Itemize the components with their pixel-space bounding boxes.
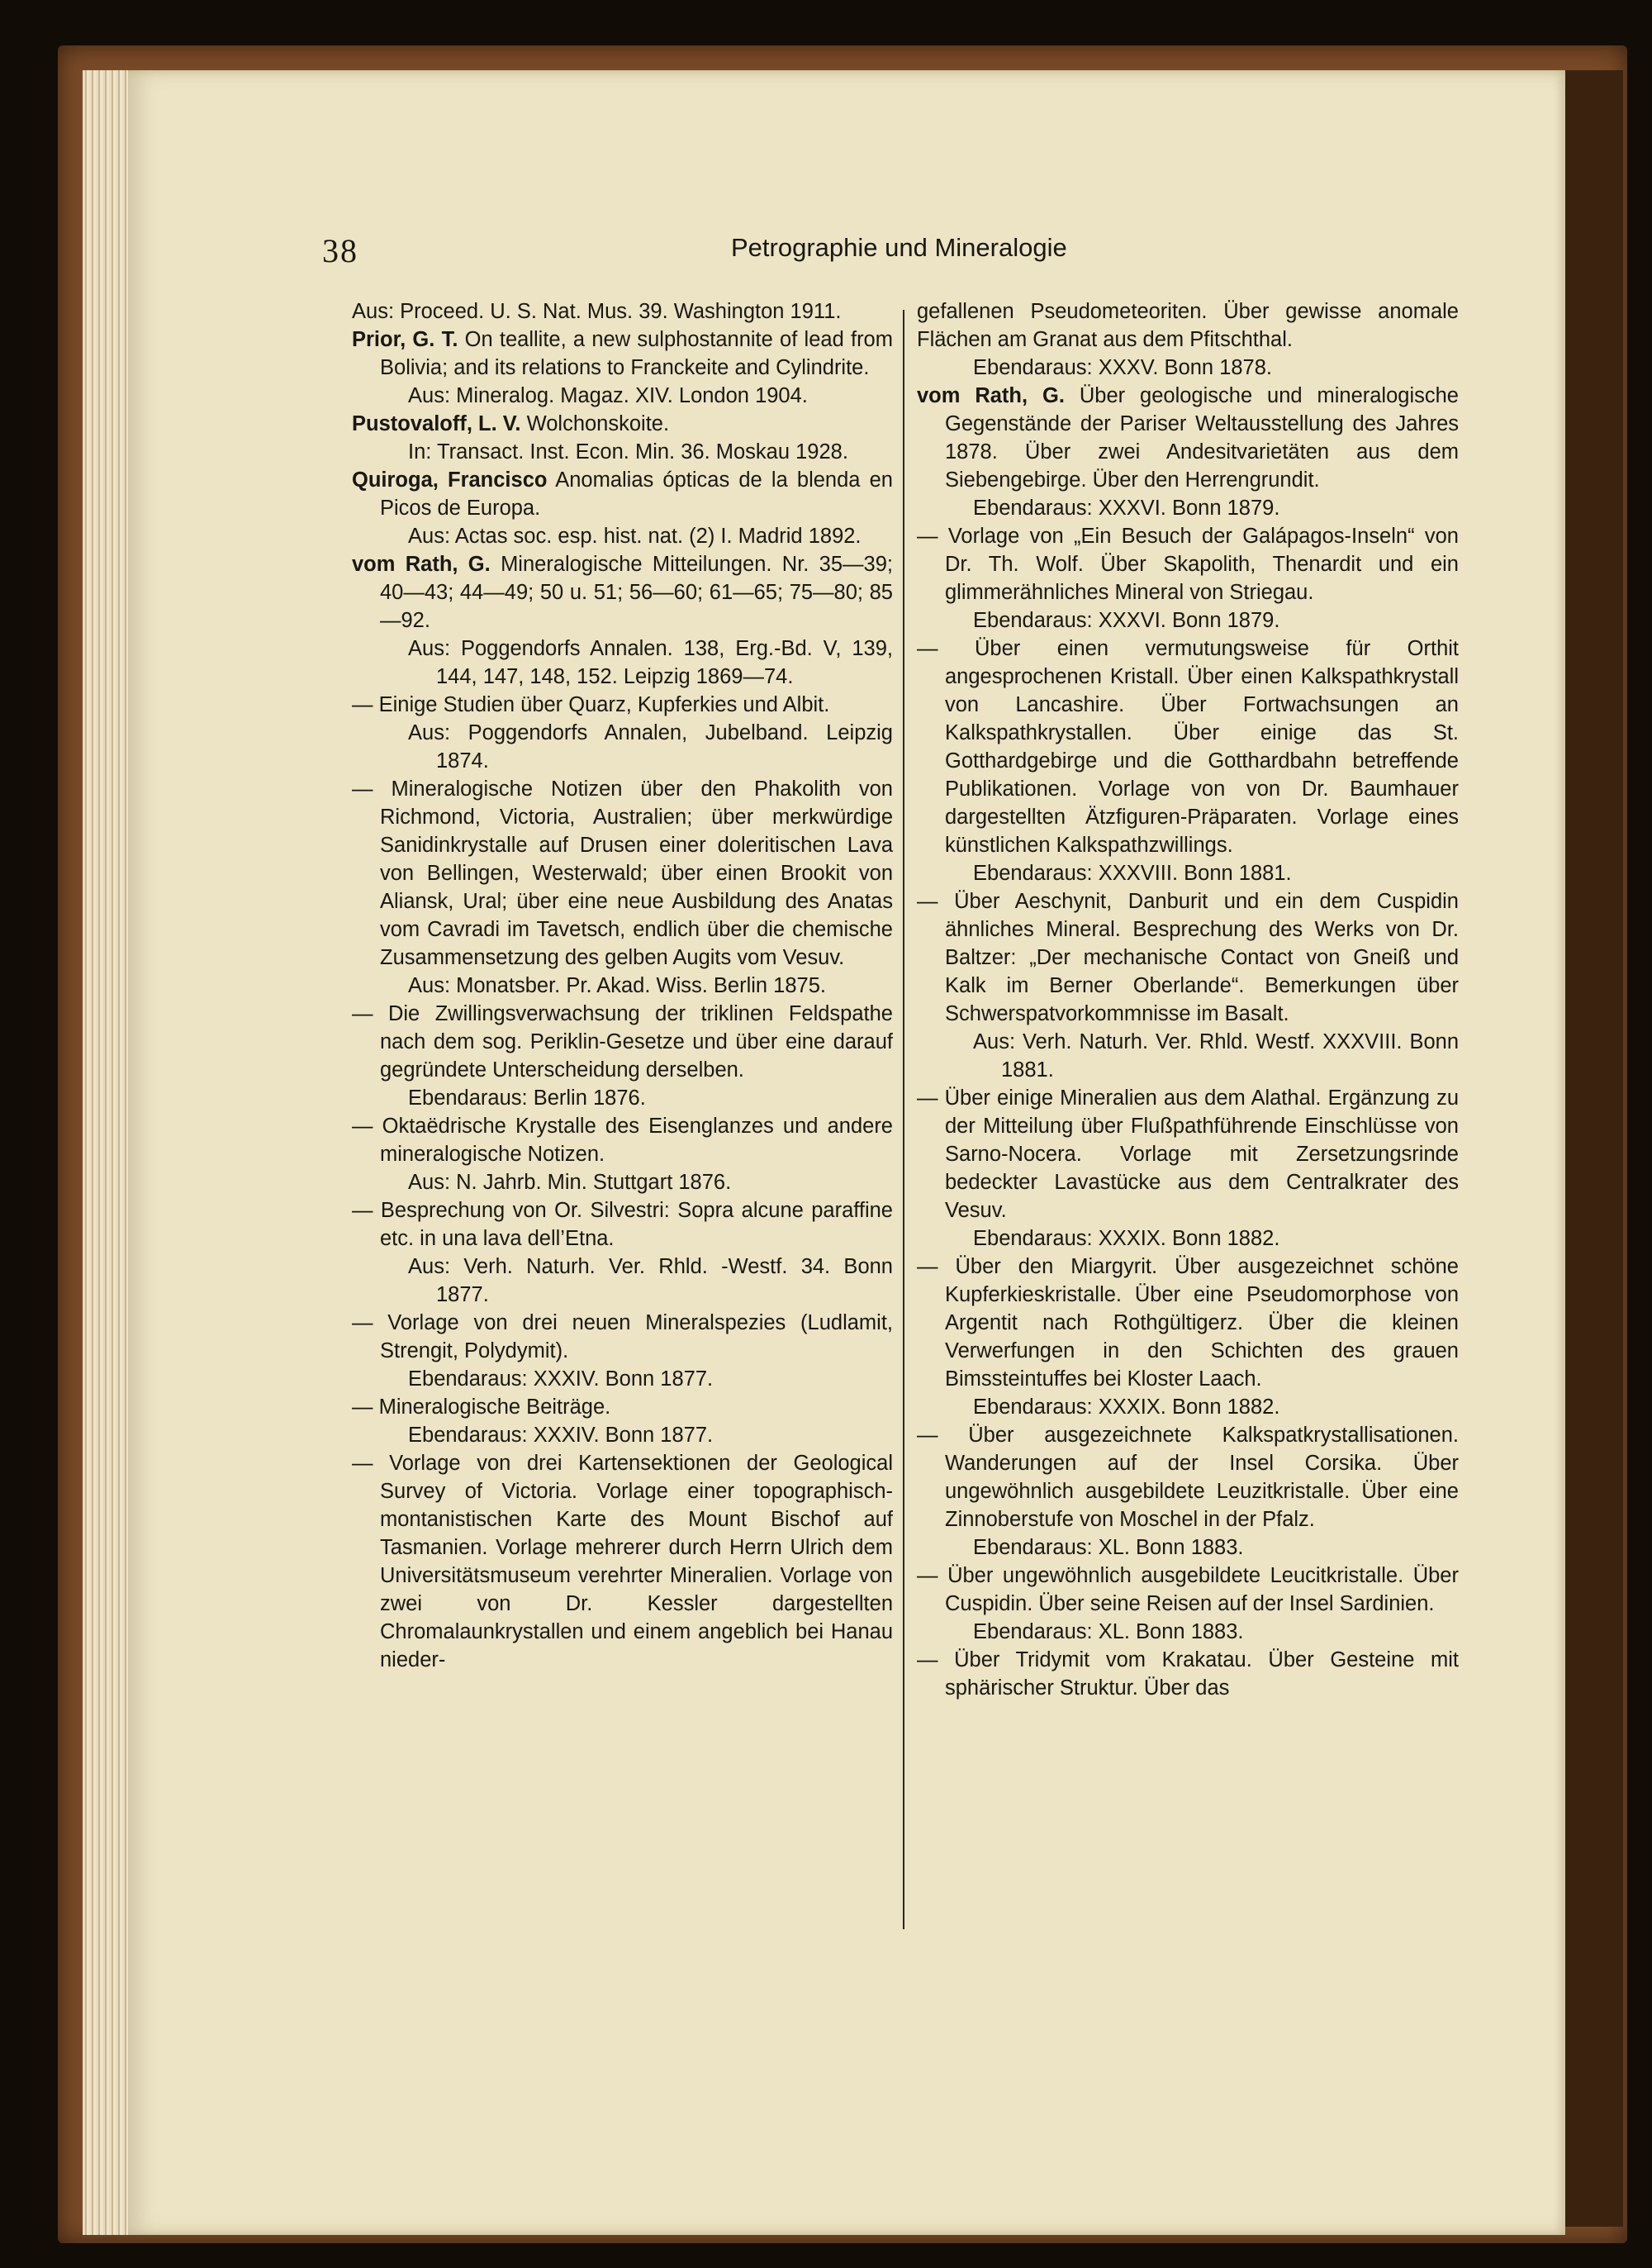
entry-author: — — [917, 1424, 938, 1447]
bibliography-entry — [917, 635, 1459, 887]
entry-title: Über ausgezeichnete Kalkspatkrystallisationen. Wanderungen auf der Insel Corsika. Über ungewöhnlich ausgebildete Leuzitkristalle. Über eine Zinnoberstufe von Moschel in der Pfalz. — [945, 1424, 1459, 1531]
bibliography-entry — [917, 382, 1459, 522]
entry-title: Vorlage von „Ein Besuch der Galápagos-Inseln“ von Dr. Th. Wolf. Über Skapolith, Thenardit und ein glimmerähnliches Mineral von Striegau. — [945, 525, 1459, 604]
entry-source: Aus: Actas soc. esp. hist. nat. (2) I. Madrid 1892. — [408, 525, 862, 548]
page-number: 38 — [322, 232, 358, 269]
entry-title: Über geologische und mineralogische Gegenstände der Pariser Weltausstellung des Jahres 1878. Über zwei Andesitvarietäten aus dem Siebengebirge. Über den Herrengrundit. — [945, 384, 1459, 492]
entry-source: Ebendaraus: XXXVI. Bonn 1879. — [973, 497, 1280, 520]
entry-title: Über den Miargyrit. Über ausgezeichnet schöne Kupferkieskristalle. Über eine Pseudomorphose von Argentit nach Rothgültigerz. Über die kleinen Verwerfungen in den Schichten des grauen Bimssteintuffes bei Kloster Laach. — [945, 1255, 1459, 1391]
entry-source: Ebendaraus: XXXIX. Bonn 1882. — [973, 1396, 1280, 1419]
entry-author: Prior, G. T. — [352, 328, 458, 351]
entry-title: Mineralogische Mitteilungen. Nr. 35—39; 40—43; 44—49; 50 u. 51; 56—60; 61—65; 75—80; 85—92. — [380, 553, 893, 632]
bibliography-entry — [352, 691, 893, 775]
bibliography-entry — [917, 1084, 1459, 1253]
entry-source: Aus: Poggendorfs Annalen, Jubelband. Leipzig 1874. — [408, 721, 893, 773]
entry-source: Aus: Poggendorfs Annalen. 138, Erg.-Bd. V, 139, 144, 147, 148, 152. Leipzig 1869—74. — [408, 637, 893, 688]
entry-title: Mineralogische Notizen über den Phakolith von Richmond, Victoria, Australien; über merkwürdige Sanidinkrystalle auf Drusen einer doleritischen Lava von Bellingen, Westerwald; über einen Brookit von Aliansk, Ural; über eine neue Ausbildung des Anatas vom Cavradi im Tavetsch, endlich über die chemische Zusammensetzung des gelben Augits vom Vesuv. — [380, 777, 893, 969]
entry-source: Ebendaraus: XL. Bonn 1883. — [973, 1536, 1244, 1559]
entry-author: — — [352, 1452, 373, 1475]
entry-title: Über einige Mineralien aus dem Alathal. Ergänzung zu der Mitteilung über Flußpathführende Einschlüsse von Sarno-Nocera. Vorlage mit Zersetzungsrinde bedeckter Lavastücke aus dem Centralkrater des Vesuv. — [944, 1086, 1460, 1222]
page-header — [322, 231, 1627, 281]
entry-author: — — [917, 1255, 938, 1278]
entry-author: — — [352, 693, 373, 716]
entry-source: In: Transact. Inst. Econ. Min. 36. Moskau 1928. — [408, 440, 848, 464]
bibliography-entry — [352, 775, 893, 1000]
entry-author: vom Rath, G. — [917, 384, 1065, 407]
bibliography-entry — [917, 1253, 1459, 1421]
entry-title: Über einen vermutungsweise für Orthit angesprochenen Kristall. Über einen Kalkspathkrystall von Lancashire. Über Fortwachsungen an Kalkspathkrystallen. Über einige das St. Gotthardgebirge und die Gotthardbahn betreffende Publikationen. Vorlage von von Dr. Baumhauer dargestellten Ätzfiguren-Präparaten. Vorlage eines künstlichen Kalkspathzwillings. — [945, 637, 1459, 857]
bibliography-entry — [352, 466, 893, 550]
bibliography-entry — [917, 1562, 1459, 1646]
entry-source: Ebendaraus: XXXIV. Bonn 1877. — [408, 1367, 714, 1391]
bibliography-entry — [917, 1421, 1459, 1562]
entry-source: Aus: N. Jahrb. Min. Stuttgart 1876. — [408, 1171, 732, 1194]
entry-source: Ebendaraus: XXXIV. Bonn 1877. — [408, 1424, 714, 1447]
entry-title: Anomalias ópticas de la blenda en Picos de Europa. — [380, 468, 893, 520]
bibliography-entry — [352, 1449, 893, 1674]
entry-author: Quiroga, Francisco — [352, 468, 548, 492]
entry-source: Ebendaraus: XL. Bonn 1883. — [973, 1620, 1244, 1643]
entry-title: Vorlage von drei Kartensektionen der Geological Survey of Victoria. Vorlage einer topographisch-montanistischen Karte des Mount Bischof auf Tasmanien. Vorlage mehrerer durch Herrn Ulrich dem Universitätsmuseum verehrter Mineralien. Vorlage von zwei von Dr. Kessler dargestellten Chromalaunkrystallen und einem angeblich bei Hanau nieder- — [380, 1452, 893, 1671]
running-title: Petrographie und Mineralogie — [731, 233, 1067, 262]
entry-title: Über ungewöhnlich ausgebildete Leucitkristalle. Über Cuspidin. Über seine Reisen auf der Insel Sardinien. — [945, 1564, 1459, 1615]
bibliography-entry — [917, 887, 1459, 1084]
entry-title: Vorlage von drei neuen Mineralspezies (Ludlamit, Strengit, Polydymit). — [380, 1311, 893, 1362]
entry-title: Mineralogische Beiträge. — [378, 1396, 611, 1419]
entry-source: Aus: Verh. Naturh. Ver. Rhld. Westf. XXXVIII. Bonn 1881. — [973, 1030, 1459, 1082]
entry-source: Ebendaraus: Berlin 1876. — [408, 1086, 646, 1110]
entry-author: — — [352, 1199, 373, 1222]
bibliography-entry — [352, 297, 893, 326]
bibliography-entry — [917, 522, 1459, 635]
entry-author: — — [352, 1115, 373, 1138]
entry-title: Über Tridymit vom Krakatau. Über Gesteine mit sphärischer Struktur. Über das — [945, 1648, 1459, 1700]
bibliography-entry — [352, 1112, 893, 1196]
bibliography-entry — [352, 1196, 893, 1309]
entry-title: Oktaëdrische Krystalle des Eisenglanzes und andere mineralogische Notizen. — [380, 1115, 893, 1166]
bibliography-entry — [352, 1309, 893, 1393]
bibliography-entry — [352, 326, 893, 410]
entry-title: Einige Studien über Quarz, Kupferkies und Albit. — [378, 693, 830, 716]
entry-author: — — [917, 1564, 938, 1587]
entry-author: — — [917, 1648, 938, 1671]
bibliography-entry — [917, 1646, 1459, 1702]
entry-author: — — [917, 637, 938, 660]
bibliography-entry — [917, 297, 1459, 382]
entry-source: Ebendaraus: XXXIX. Bonn 1882. — [973, 1227, 1280, 1250]
entry-title: Über Aeschynit, Danburit und ein dem Cuspidin ähnliches Mineral. Besprechung des Werks von Dr. Baltzer: „Der mechanische Contact von Gneiß und Kalk im Berner Oberlande“. Bemerkungen über Schwerspatvorkommnisse im Basalt. — [945, 890, 1459, 1025]
bibliography-entry — [352, 550, 893, 691]
entry-author: — — [917, 890, 938, 913]
right-column — [917, 297, 1459, 1702]
entry-author: — — [352, 1311, 373, 1334]
entry-author: — — [917, 1086, 938, 1110]
entry-author: vom Rath, G. — [352, 553, 491, 576]
entry-author: — — [352, 1002, 373, 1025]
entry-author: Pustovaloff, L. V. — [352, 412, 521, 435]
entry-source: Aus: Verh. Naturh. Ver. Rhld. -Westf. 34. Bonn 1877. — [408, 1255, 893, 1306]
entry-author: — — [352, 777, 373, 801]
entry-source: Aus: Monatsber. Pr. Akad. Wiss. Berlin 1875. — [408, 974, 826, 997]
entry-title: On teallite, a new sulphostannite of lead from Bolivia; and its relations to Franckeite and Cylindrite. — [380, 328, 893, 379]
entry-title: Die Zwillingsverwachsung der triklinen Feldspathe nach dem sog. Periklin-Gesetze und über eine darauf gegründete Unterscheidung derselben. — [380, 1002, 893, 1082]
entry-title: Besprechung von Or. Silvestri: Sopra alcune paraffine etc. in una lava dell’Etna. — [380, 1199, 893, 1250]
entry-source: Aus: Proceed. U. S. Nat. Mus. 39. Washington 1911. — [352, 300, 842, 323]
entry-title: Wolchonskoite. — [526, 412, 670, 435]
bibliography-entry — [352, 1000, 893, 1112]
bibliography-entry — [352, 1393, 893, 1449]
entry-author: — — [352, 1396, 373, 1419]
entry-source: Ebendaraus: XXXVIII. Bonn 1881. — [973, 862, 1292, 885]
bibliography-entry — [352, 410, 893, 466]
entry-source: Ebendaraus: XXXV. Bonn 1878. — [973, 356, 1273, 379]
book-gutter — [1565, 70, 1623, 2227]
entry-source: Aus: Mineralog. Magaz. XIV. London 1904. — [408, 384, 808, 407]
entry-title: gefallenen Pseudometeoriten. Über gewisse anomale Flächen am Granat aus dem Pfitschthal. — [917, 300, 1459, 351]
column-rule — [903, 310, 904, 1929]
entry-author: — — [917, 525, 938, 548]
entry-source: Ebendaraus: XXXVI. Bonn 1879. — [973, 609, 1280, 632]
left-column — [352, 297, 893, 1674]
page-edges — [83, 70, 132, 2235]
